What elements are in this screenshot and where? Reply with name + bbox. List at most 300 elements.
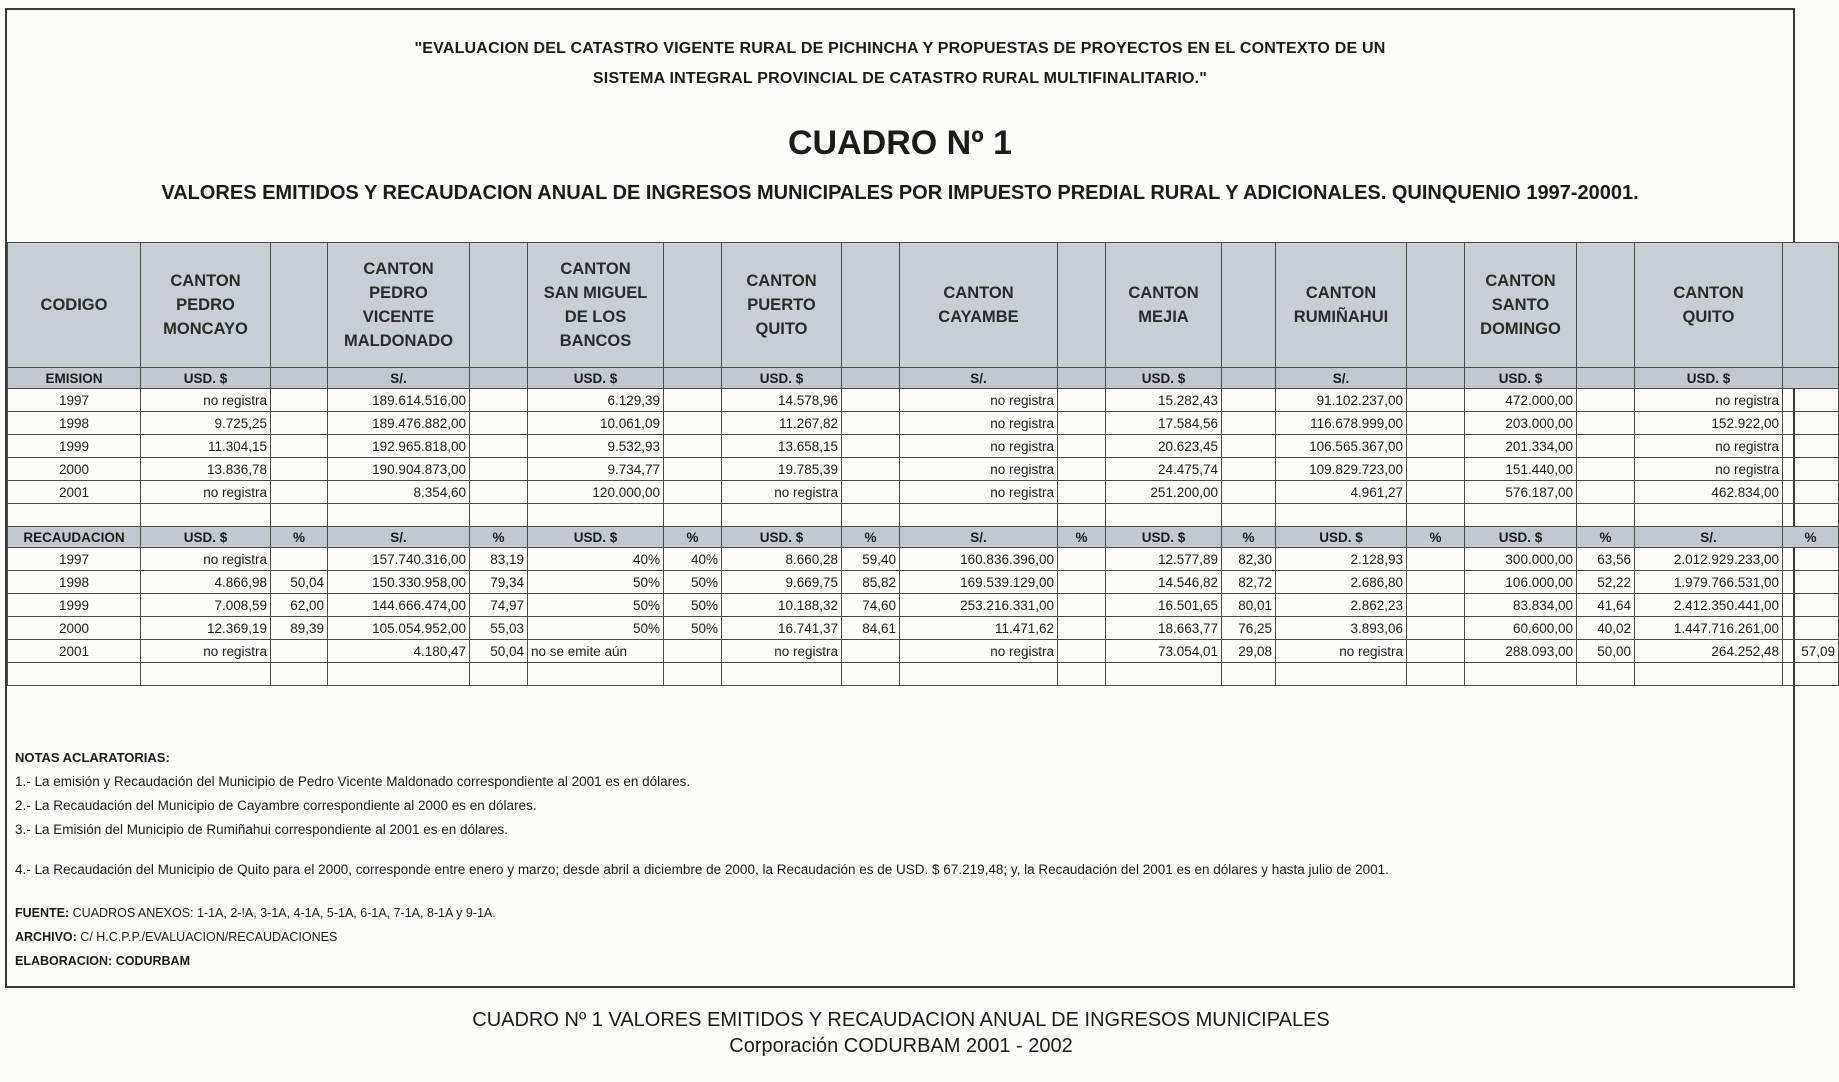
value-cell: no registra bbox=[141, 389, 271, 412]
canton-name-line: CANTON bbox=[1485, 272, 1556, 290]
value-cell: 50,04 bbox=[470, 640, 528, 663]
canton-name-line: CANTON bbox=[1128, 284, 1199, 302]
fuente-label: FUENTE: bbox=[15, 906, 70, 920]
value-cell: no registra bbox=[900, 640, 1058, 663]
empty-cell bbox=[1058, 481, 1106, 504]
value-cell: no registra bbox=[900, 389, 1058, 412]
unit-spacer bbox=[1407, 368, 1465, 389]
canton-header-spacer bbox=[664, 243, 722, 368]
canton-header bbox=[722, 243, 842, 368]
canton-header bbox=[1465, 243, 1577, 368]
empty-cell bbox=[842, 458, 900, 481]
empty-cell bbox=[842, 481, 900, 504]
note-1: 1.- La emisión y Recaudación del Municipio de Pedro Vicente Maldonado correspondiente al 2001 es en dólares. bbox=[15, 774, 691, 789]
value-cell: 189.614.516,00 bbox=[328, 389, 470, 412]
value-cell: no registra bbox=[141, 548, 271, 571]
empty-cell bbox=[1635, 663, 1783, 686]
empty-cell bbox=[1106, 504, 1222, 527]
unit-label: % bbox=[842, 527, 900, 548]
value-cell: 83.834,00 bbox=[1465, 594, 1577, 617]
empty-cell bbox=[1058, 435, 1106, 458]
empty-cell bbox=[1577, 412, 1635, 435]
value-cell: no registra bbox=[1635, 458, 1783, 481]
empty-cell bbox=[722, 663, 842, 686]
value-cell: 89,39 bbox=[271, 617, 328, 640]
table-row bbox=[8, 617, 1839, 640]
empty-cell bbox=[1058, 458, 1106, 481]
value-cell: 105.054.952,00 bbox=[328, 617, 470, 640]
study-title-line-1: "EVALUACION DEL CATASTRO VIGENTE RURAL DE PICHINCHA Y PROPUESTAS DE PROYECTOS EN EL CONTEXTO DE UN bbox=[414, 40, 1386, 57]
empty-cell bbox=[1407, 458, 1465, 481]
table-row bbox=[8, 548, 1839, 571]
unit-label: USD. $ bbox=[722, 368, 842, 389]
unit-label: S/. bbox=[328, 368, 470, 389]
value-cell: 13.836,78 bbox=[141, 458, 271, 481]
empty-cell bbox=[528, 504, 664, 527]
unit-label: S/. bbox=[900, 527, 1058, 548]
empty-cell bbox=[271, 389, 328, 412]
value-cell: 576.187,00 bbox=[1465, 481, 1577, 504]
canton-name-line: CANTON bbox=[943, 284, 1014, 302]
empty-cell bbox=[1222, 481, 1276, 504]
unit-spacer bbox=[842, 368, 900, 389]
empty-cell bbox=[470, 504, 528, 527]
canton-name-line: PEDRO bbox=[369, 284, 428, 302]
canton-name-line: QUITO bbox=[755, 320, 808, 338]
value-cell: 116.678.999,00 bbox=[1276, 412, 1407, 435]
canton-name-line: SAN MIGUEL bbox=[543, 284, 648, 302]
value-cell: no registra bbox=[722, 640, 842, 663]
canton-name-line: DOMINGO bbox=[1480, 320, 1561, 338]
unit-spacer bbox=[1577, 368, 1635, 389]
value-cell: 40% bbox=[528, 548, 664, 571]
value-cell: 50% bbox=[528, 594, 664, 617]
unit-label: S/. bbox=[1635, 527, 1783, 548]
value-cell: no registra bbox=[1635, 435, 1783, 458]
value-cell: 4.866,98 bbox=[141, 571, 271, 594]
value-cell: 74,60 bbox=[842, 594, 900, 617]
canton-header-spacer bbox=[1783, 243, 1839, 368]
document-frame bbox=[5, 8, 1835, 988]
unit-label: USD. $ bbox=[1465, 368, 1577, 389]
recaudacion-units-row bbox=[8, 527, 1839, 548]
canton-name-line: SANTO bbox=[1491, 296, 1550, 314]
empty-cell bbox=[328, 504, 470, 527]
canton-header-spacer bbox=[470, 243, 528, 368]
value-cell: 20.623,45 bbox=[1106, 435, 1222, 458]
value-cell: 201.334,00 bbox=[1465, 435, 1577, 458]
recaudacion-label: RECAUDACION bbox=[8, 527, 141, 548]
unit-spacer bbox=[470, 368, 528, 389]
value-cell bbox=[1783, 548, 1839, 571]
canton-name-line: VICENTE bbox=[362, 308, 435, 326]
value-cell: 24.475,74 bbox=[1106, 458, 1222, 481]
canton-header bbox=[528, 243, 664, 368]
empty-cell bbox=[1222, 458, 1276, 481]
year-cell: 2001 bbox=[8, 481, 141, 504]
value-cell bbox=[1058, 571, 1106, 594]
empty-cell bbox=[470, 481, 528, 504]
empty-cell bbox=[1222, 663, 1276, 686]
value-cell bbox=[271, 640, 328, 663]
archivo-label: ARCHIVO: bbox=[15, 930, 77, 944]
value-cell bbox=[1407, 617, 1465, 640]
value-cell bbox=[1058, 548, 1106, 571]
value-cell: 50,00 bbox=[1577, 640, 1635, 663]
canton-name-line: MEJIA bbox=[1138, 308, 1189, 326]
value-cell: 85,82 bbox=[842, 571, 900, 594]
value-cell: no se emite aún bbox=[528, 640, 664, 663]
empty-cell bbox=[1276, 663, 1407, 686]
year-cell: 2001 bbox=[8, 640, 141, 663]
value-cell: 144.666.474,00 bbox=[328, 594, 470, 617]
figure-caption bbox=[0, 1007, 1802, 1059]
value-cell: 2.686,80 bbox=[1276, 571, 1407, 594]
value-cell: 84,61 bbox=[842, 617, 900, 640]
empty-cell bbox=[8, 663, 141, 686]
empty-cell bbox=[1783, 458, 1839, 481]
unit-label: USD. $ bbox=[141, 368, 271, 389]
table-row bbox=[8, 571, 1839, 594]
unit-label: USD. $ bbox=[528, 368, 664, 389]
empty-cell bbox=[1058, 389, 1106, 412]
value-cell: 10.061,09 bbox=[528, 412, 664, 435]
value-cell bbox=[1407, 571, 1465, 594]
canton-name-line: BANCOS bbox=[559, 332, 632, 350]
empty-cell bbox=[1222, 389, 1276, 412]
empty-cell bbox=[842, 412, 900, 435]
value-cell: no registra bbox=[141, 640, 271, 663]
unit-label: S/. bbox=[900, 368, 1058, 389]
value-cell: 57,09 bbox=[1783, 640, 1839, 663]
value-cell: 11.471,62 bbox=[900, 617, 1058, 640]
value-cell: 2.412.350.441,00 bbox=[1635, 594, 1783, 617]
value-cell: 264.252,48 bbox=[1635, 640, 1783, 663]
value-cell: 82,72 bbox=[1222, 571, 1276, 594]
value-cell: 63,56 bbox=[1577, 548, 1635, 571]
value-cell bbox=[842, 640, 900, 663]
value-cell: 151.440,00 bbox=[1465, 458, 1577, 481]
value-cell: 2.012.929.233,00 bbox=[1635, 548, 1783, 571]
value-cell: 60.600,00 bbox=[1465, 617, 1577, 640]
value-cell: 11.304,15 bbox=[141, 435, 271, 458]
empty-cell bbox=[1783, 435, 1839, 458]
value-cell: 82,30 bbox=[1222, 548, 1276, 571]
value-cell: 16.501,65 bbox=[1106, 594, 1222, 617]
empty-cell bbox=[8, 504, 141, 527]
value-cell bbox=[1058, 594, 1106, 617]
unit-label: S/. bbox=[328, 527, 470, 548]
value-cell: 472.000,00 bbox=[1465, 389, 1577, 412]
empty-cell bbox=[271, 412, 328, 435]
value-cell: 29,08 bbox=[1222, 640, 1276, 663]
value-cell: 4.961,27 bbox=[1276, 481, 1407, 504]
blank-row bbox=[8, 504, 1839, 527]
empty-cell bbox=[1577, 504, 1635, 527]
value-cell bbox=[1407, 594, 1465, 617]
note-3: 3.- La Emisión del Municipio de Rumiñahui correspondiente al 2001 es en dólares. bbox=[15, 822, 509, 837]
blank-row bbox=[8, 663, 1839, 686]
empty-cell bbox=[141, 504, 271, 527]
value-cell: no registra bbox=[900, 458, 1058, 481]
value-cell: 157.740.316,00 bbox=[328, 548, 470, 571]
value-cell: 17.584,56 bbox=[1106, 412, 1222, 435]
value-cell: 288.093,00 bbox=[1465, 640, 1577, 663]
value-cell bbox=[1783, 571, 1839, 594]
empty-cell bbox=[470, 663, 528, 686]
source-section bbox=[15, 901, 496, 973]
value-cell: 9.734,77 bbox=[528, 458, 664, 481]
value-cell: 192.965.818,00 bbox=[328, 435, 470, 458]
canton-header bbox=[328, 243, 470, 368]
year-cell: 1998 bbox=[8, 412, 141, 435]
value-cell: 6.129,39 bbox=[528, 389, 664, 412]
unit-label: USD. $ bbox=[528, 527, 664, 548]
canton-name-line: CANTON bbox=[170, 272, 241, 290]
unit-label: % bbox=[271, 527, 328, 548]
canton-header-spacer bbox=[1407, 243, 1465, 368]
value-cell: 50% bbox=[664, 617, 722, 640]
caption-line-2: Corporación CODURBAM 2001 - 2002 bbox=[729, 1035, 1073, 1057]
canton-header-spacer bbox=[842, 243, 900, 368]
value-cell: 190.904.873,00 bbox=[328, 458, 470, 481]
value-cell: 169.539.129,00 bbox=[900, 571, 1058, 594]
empty-cell bbox=[271, 435, 328, 458]
canton-header-spacer bbox=[271, 243, 328, 368]
value-cell: 251.200,00 bbox=[1106, 481, 1222, 504]
value-cell: 106.565.367,00 bbox=[1276, 435, 1407, 458]
value-cell: 253.216.331,00 bbox=[900, 594, 1058, 617]
empty-cell bbox=[1465, 504, 1577, 527]
unit-spacer bbox=[664, 368, 722, 389]
unit-label: USD. $ bbox=[1106, 527, 1222, 548]
value-cell: no registra bbox=[900, 435, 1058, 458]
value-cell: 50% bbox=[664, 594, 722, 617]
value-cell: 16.741,37 bbox=[722, 617, 842, 640]
canton-name-line: PUERTO bbox=[747, 296, 816, 314]
empty-cell bbox=[664, 435, 722, 458]
empty-cell bbox=[1577, 458, 1635, 481]
empty-cell bbox=[271, 504, 328, 527]
value-cell: 203.000,00 bbox=[1465, 412, 1577, 435]
caption-line-1: CUADRO Nº 1 VALORES EMITIDOS Y RECAUDACION ANUAL DE INGRESOS MUNICIPALES bbox=[472, 1009, 1330, 1031]
value-cell: 62,00 bbox=[271, 594, 328, 617]
value-cell: 50% bbox=[664, 571, 722, 594]
empty-cell bbox=[1407, 412, 1465, 435]
canton-name-line: PEDRO bbox=[176, 296, 235, 314]
table-row bbox=[8, 435, 1839, 458]
value-cell: 152.922,00 bbox=[1635, 412, 1783, 435]
empty-cell bbox=[1058, 663, 1106, 686]
year-cell: 1997 bbox=[8, 389, 141, 412]
value-cell: 160.836.396,00 bbox=[900, 548, 1058, 571]
unit-label: % bbox=[1783, 527, 1839, 548]
value-cell: 19.785,39 bbox=[722, 458, 842, 481]
year-cell: 1999 bbox=[8, 594, 141, 617]
canton-name-line: MALDONADO bbox=[343, 332, 454, 350]
codigo-header: CODIGO bbox=[8, 243, 141, 368]
value-cell: 11.267,82 bbox=[722, 412, 842, 435]
empty-cell bbox=[722, 504, 842, 527]
canton-header bbox=[1635, 243, 1783, 368]
empty-cell bbox=[1276, 504, 1407, 527]
fuente-text: CUADROS ANEXOS: 1-1A, 2-!A, 3-1A, 4-1A, 5-1A, 6-1A, 7-1A, 8-1A y 9-1A. bbox=[69, 906, 496, 920]
value-cell: 15.282,43 bbox=[1106, 389, 1222, 412]
canton-name-line: CANTON bbox=[560, 260, 631, 278]
value-cell: 10.188,32 bbox=[722, 594, 842, 617]
value-cell: 91.102.237,00 bbox=[1276, 389, 1407, 412]
value-cell: 79,34 bbox=[470, 571, 528, 594]
empty-cell bbox=[1783, 481, 1839, 504]
notes-heading: NOTAS ACLARATORIAS: bbox=[15, 750, 170, 765]
value-cell: 73.054,01 bbox=[1106, 640, 1222, 663]
empty-cell bbox=[470, 435, 528, 458]
empty-cell bbox=[664, 663, 722, 686]
value-cell: 9.532,93 bbox=[528, 435, 664, 458]
table-row bbox=[8, 481, 1839, 504]
empty-cell bbox=[1058, 504, 1106, 527]
empty-cell bbox=[842, 435, 900, 458]
value-cell: 13.658,15 bbox=[722, 435, 842, 458]
empty-cell bbox=[1222, 504, 1276, 527]
unit-label: S/. bbox=[1276, 368, 1407, 389]
note-2: 2.- La Recaudación del Municipio de Cayambre correspondiente al 2000 es en dólares. bbox=[15, 798, 537, 813]
value-cell: 9.725,25 bbox=[141, 412, 271, 435]
value-cell: 50,04 bbox=[271, 571, 328, 594]
value-cell: 189.476.882,00 bbox=[328, 412, 470, 435]
value-cell: 120.000,00 bbox=[528, 481, 664, 504]
unit-label: % bbox=[1407, 527, 1465, 548]
table-row bbox=[8, 640, 1839, 663]
value-cell: 2.128,93 bbox=[1276, 548, 1407, 571]
year-cell: 2000 bbox=[8, 617, 141, 640]
canton-name-line: CANTON bbox=[1305, 284, 1377, 302]
table-row bbox=[8, 458, 1839, 481]
value-cell: 7.008,59 bbox=[141, 594, 271, 617]
empty-cell bbox=[1577, 435, 1635, 458]
value-cell bbox=[271, 548, 328, 571]
value-cell bbox=[1783, 617, 1839, 640]
value-cell: 55,03 bbox=[470, 617, 528, 640]
archivo-text: C/ H.C.P.P./EVALUACION/RECAUDACIONES bbox=[76, 930, 338, 944]
canton-header bbox=[141, 243, 271, 368]
value-cell: 41,64 bbox=[1577, 594, 1635, 617]
empty-cell bbox=[470, 412, 528, 435]
unit-spacer bbox=[1058, 368, 1106, 389]
empty-cell bbox=[1407, 435, 1465, 458]
empty-cell bbox=[271, 458, 328, 481]
empty-cell bbox=[328, 663, 470, 686]
canton-header-row bbox=[8, 243, 1839, 368]
empty-cell bbox=[664, 481, 722, 504]
year-cell: 1999 bbox=[8, 435, 141, 458]
value-cell: 300.000,00 bbox=[1465, 548, 1577, 571]
table-row bbox=[8, 412, 1839, 435]
empty-cell bbox=[1407, 504, 1465, 527]
value-cell: 12.577,89 bbox=[1106, 548, 1222, 571]
value-cell: no registra bbox=[141, 481, 271, 504]
empty-cell bbox=[1635, 504, 1783, 527]
empty-cell bbox=[1407, 663, 1465, 686]
canton-header-spacer bbox=[1577, 243, 1635, 368]
value-cell: 106.000,00 bbox=[1465, 571, 1577, 594]
value-cell: no registra bbox=[722, 481, 842, 504]
unit-spacer bbox=[271, 368, 328, 389]
unit-label: % bbox=[470, 527, 528, 548]
value-cell: no registra bbox=[1635, 389, 1783, 412]
unit-label: USD. $ bbox=[141, 527, 271, 548]
table-description: VALORES EMITIDOS Y RECAUDACION ANUAL DE INGRESOS MUNICIPALES POR IMPUESTO PREDIAL RURAL Y ADICIONALES. QUINQUENIO 1997-20001. bbox=[161, 182, 1639, 204]
value-cell: 1.447.716.261,00 bbox=[1635, 617, 1783, 640]
emision-units-row bbox=[8, 368, 1839, 389]
canton-name-line: DE LOS bbox=[564, 308, 627, 326]
year-cell: 2000 bbox=[8, 458, 141, 481]
empty-cell bbox=[664, 458, 722, 481]
emision-label: EMISION bbox=[8, 368, 141, 389]
unit-label: % bbox=[1577, 527, 1635, 548]
canton-name-line: CAYAMBE bbox=[938, 308, 1019, 326]
empty-cell bbox=[141, 663, 271, 686]
empty-cell bbox=[664, 389, 722, 412]
empty-cell bbox=[1058, 412, 1106, 435]
empty-cell bbox=[664, 504, 722, 527]
value-cell: 76,25 bbox=[1222, 617, 1276, 640]
canton-name-line: CANTON bbox=[746, 272, 817, 290]
value-cell: 462.834,00 bbox=[1635, 481, 1783, 504]
empty-cell bbox=[842, 504, 900, 527]
value-cell: 8.660,28 bbox=[722, 548, 842, 571]
unit-label: USD. $ bbox=[1276, 527, 1407, 548]
unit-label: % bbox=[664, 527, 722, 548]
empty-cell bbox=[528, 663, 664, 686]
value-cell: 50% bbox=[528, 617, 664, 640]
empty-cell bbox=[271, 481, 328, 504]
empty-cell bbox=[1465, 663, 1577, 686]
unit-spacer bbox=[1783, 368, 1839, 389]
unit-label: % bbox=[1058, 527, 1106, 548]
empty-cell bbox=[1783, 412, 1839, 435]
canton-header bbox=[1276, 243, 1407, 368]
unit-spacer bbox=[1222, 368, 1276, 389]
empty-cell bbox=[1783, 663, 1839, 686]
empty-cell bbox=[1783, 389, 1839, 412]
value-cell: no registra bbox=[900, 412, 1058, 435]
empty-cell bbox=[1783, 504, 1839, 527]
value-cell: 83,19 bbox=[470, 548, 528, 571]
canton-name-line: CANTON bbox=[363, 260, 434, 278]
empty-cell bbox=[664, 412, 722, 435]
value-cell: 74,97 bbox=[470, 594, 528, 617]
value-cell: 12.369,19 bbox=[141, 617, 271, 640]
value-cell: no registra bbox=[900, 481, 1058, 504]
study-title-line-2: SISTEMA INTEGRAL PROVINCIAL DE CATASTRO RURAL MULTIFINALITARIO." bbox=[592, 70, 1208, 87]
value-cell: 59,40 bbox=[842, 548, 900, 571]
empty-cell bbox=[900, 663, 1058, 686]
canton-name-line: MONCAYO bbox=[163, 320, 248, 338]
canton-header bbox=[1106, 243, 1222, 368]
year-cell: 1997 bbox=[8, 548, 141, 571]
value-cell: 40,02 bbox=[1577, 617, 1635, 640]
empty-cell bbox=[1577, 663, 1635, 686]
empty-cell bbox=[1222, 435, 1276, 458]
value-cell: 14.578,96 bbox=[722, 389, 842, 412]
value-cell: 150.330.958,00 bbox=[328, 571, 470, 594]
value-cell bbox=[1407, 640, 1465, 663]
canton-header bbox=[900, 243, 1058, 368]
revenue-table bbox=[7, 242, 1839, 686]
canton-name-line: RUMIÑAHUI bbox=[1293, 308, 1389, 326]
elaboracion-text: ELABORACION: CODURBAM bbox=[15, 954, 190, 968]
